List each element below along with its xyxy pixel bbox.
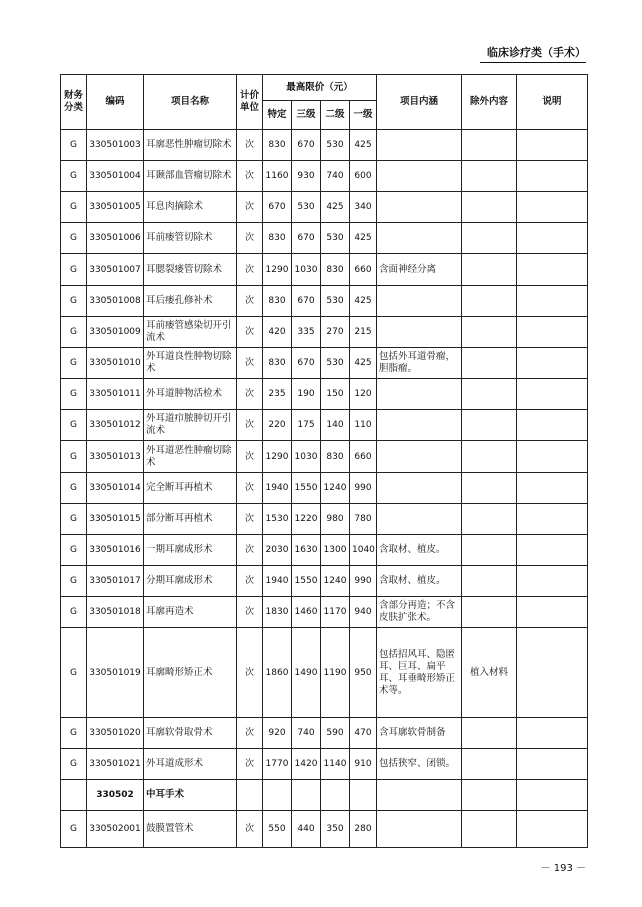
- cell-exclusion: [462, 161, 517, 192]
- cell-code: 330501014: [87, 473, 144, 504]
- cell-content: [377, 130, 462, 161]
- header-category: 财务分类: [61, 75, 87, 130]
- cell-level1: 990: [350, 566, 377, 597]
- cell-level2: 530: [321, 348, 350, 379]
- cell-exclusion: [462, 130, 517, 161]
- table-row: [61, 317, 588, 348]
- header-level3: 三级: [292, 101, 321, 130]
- cell-level2: 140: [321, 410, 350, 441]
- cell-name: 完全断耳再植术: [144, 473, 237, 504]
- table-row: [61, 348, 588, 379]
- cell-level1: 660: [350, 441, 377, 473]
- cell-special: 1160: [263, 161, 292, 192]
- table-row: [61, 473, 588, 504]
- cell-code: 330501021: [87, 749, 144, 780]
- cell-level1: 215: [350, 317, 377, 348]
- cell-code: 330501010: [87, 348, 144, 379]
- cell-note: [517, 286, 588, 317]
- cell-category: G: [61, 161, 87, 192]
- cell-note: [517, 597, 588, 628]
- cell-name: 耳廓软骨取骨术: [144, 718, 237, 749]
- cell-code: 330501015: [87, 504, 144, 535]
- cell-name: 耳前瘘管切除术: [144, 223, 237, 254]
- cell-exclusion: [462, 441, 517, 473]
- cell-content: [377, 192, 462, 223]
- cell-special: 1940: [263, 473, 292, 504]
- cell-name: 耳廓恶性肿瘤切除术: [144, 130, 237, 161]
- cell-unit: 次: [237, 161, 263, 192]
- cell-name: 外耳道恶性肿瘤切除术: [144, 441, 237, 473]
- cell-level2: 590: [321, 718, 350, 749]
- cell-category: G: [61, 192, 87, 223]
- cell-content: 含部分再造；不含皮肤扩张术。: [377, 597, 462, 628]
- cell-level2: 530: [321, 130, 350, 161]
- cell-name: 外耳道肿物活检术: [144, 379, 237, 410]
- cell-level1: 660: [350, 254, 377, 286]
- cell-code: 330501007: [87, 254, 144, 286]
- cell-note: [517, 130, 588, 161]
- cell-note: [517, 223, 588, 254]
- fee-table: [60, 74, 588, 848]
- cell-level2: [321, 780, 350, 811]
- cell-category: G: [61, 566, 87, 597]
- cell-level3: 670: [292, 130, 321, 161]
- cell-note: [517, 410, 588, 441]
- cell-content: [377, 379, 462, 410]
- header-price-group: 最高限价（元）: [263, 75, 377, 101]
- cell-category: [61, 780, 87, 811]
- cell-unit: 次: [237, 379, 263, 410]
- cell-special: 830: [263, 130, 292, 161]
- header-code: 编码: [87, 75, 144, 130]
- cell-exclusion: [462, 223, 517, 254]
- cell-category: G: [61, 130, 87, 161]
- cell-name: 耳廓畸形矫正术: [144, 628, 237, 718]
- cell-exclusion: [462, 254, 517, 286]
- cell-unit: 次: [237, 286, 263, 317]
- section-header: 临床诊疗类（手术）: [480, 44, 586, 63]
- cell-level3: 335: [292, 317, 321, 348]
- cell-level2: 1240: [321, 566, 350, 597]
- cell-name: 耳腮裂瘘管切除术: [144, 254, 237, 286]
- table-row: [61, 130, 588, 161]
- cell-unit: 次: [237, 749, 263, 780]
- cell-level3: 930: [292, 161, 321, 192]
- cell-unit: 次: [237, 811, 263, 848]
- cell-name: 外耳道成形术: [144, 749, 237, 780]
- cell-name: 耳廓再造术: [144, 597, 237, 628]
- cell-content: 包括狭窄、闭锁。: [377, 749, 462, 780]
- cell-category: G: [61, 628, 87, 718]
- page-number: － 193 －: [540, 863, 586, 874]
- cell-code: 330501005: [87, 192, 144, 223]
- cell-category: G: [61, 223, 87, 254]
- cell-unit: 次: [237, 566, 263, 597]
- cell-special: 1940: [263, 566, 292, 597]
- cell-content: [377, 286, 462, 317]
- cell-level3: 440: [292, 811, 321, 848]
- cell-level1: 470: [350, 718, 377, 749]
- cell-name: 耳颞部血管瘤切除术: [144, 161, 237, 192]
- cell-level1: 940: [350, 597, 377, 628]
- cell-special: 1830: [263, 597, 292, 628]
- cell-exclusion: [462, 718, 517, 749]
- cell-code: 330501004: [87, 161, 144, 192]
- cell-code: 330501006: [87, 223, 144, 254]
- cell-level2: 740: [321, 161, 350, 192]
- cell-level3: 740: [292, 718, 321, 749]
- cell-category: G: [61, 535, 87, 566]
- table-row: [61, 410, 588, 441]
- cell-code: 330501020: [87, 718, 144, 749]
- cell-level3: 670: [292, 348, 321, 379]
- cell-level2: 830: [321, 254, 350, 286]
- cell-special: 830: [263, 223, 292, 254]
- cell-name: 部分断耳再植术: [144, 504, 237, 535]
- cell-special: 220: [263, 410, 292, 441]
- header-note: 说明: [517, 75, 588, 130]
- cell-note: [517, 254, 588, 286]
- cell-level3: 530: [292, 192, 321, 223]
- table-row: [61, 504, 588, 535]
- cell-special: 1290: [263, 254, 292, 286]
- cell-exclusion: [462, 749, 517, 780]
- cell-code: 330501018: [87, 597, 144, 628]
- cell-level3: 1030: [292, 254, 321, 286]
- cell-level3: [292, 780, 321, 811]
- cell-exclusion: [462, 597, 517, 628]
- cell-level3: 1630: [292, 535, 321, 566]
- cell-level1: 990: [350, 473, 377, 504]
- cell-note: [517, 317, 588, 348]
- cell-content: [377, 317, 462, 348]
- cell-content: 包括招风耳、隐匿耳、巨耳、扁平耳、耳垂畸形矫正术等。: [377, 628, 462, 718]
- cell-content: 含取材、植皮。: [377, 566, 462, 597]
- cell-level1: 1040: [350, 535, 377, 566]
- cell-category: G: [61, 286, 87, 317]
- table-row: [61, 718, 588, 749]
- cell-unit: 次: [237, 192, 263, 223]
- cell-level2: 150: [321, 379, 350, 410]
- cell-exclusion: [462, 535, 517, 566]
- cell-note: [517, 473, 588, 504]
- table-body: [61, 130, 588, 848]
- cell-level1: 425: [350, 348, 377, 379]
- cell-special: 1770: [263, 749, 292, 780]
- cell-code: 330501012: [87, 410, 144, 441]
- cell-category: G: [61, 473, 87, 504]
- cell-exclusion: 植入材料: [462, 628, 517, 718]
- cell-level3: 670: [292, 223, 321, 254]
- cell-unit: 次: [237, 718, 263, 749]
- cell-name: 鼓膜置管术: [144, 811, 237, 848]
- cell-category: G: [61, 718, 87, 749]
- cell-level1: 600: [350, 161, 377, 192]
- cell-unit: 次: [237, 317, 263, 348]
- cell-category: G: [61, 348, 87, 379]
- cell-level2: 350: [321, 811, 350, 848]
- cell-level3: 670: [292, 286, 321, 317]
- cell-special: 1860: [263, 628, 292, 718]
- cell-level2: 1240: [321, 473, 350, 504]
- cell-level2: 830: [321, 441, 350, 473]
- cell-level2: 1140: [321, 749, 350, 780]
- cell-level1: 780: [350, 504, 377, 535]
- cell-exclusion: [462, 348, 517, 379]
- cell-special: 2030: [263, 535, 292, 566]
- cell-name: 外耳道良性肿物切除术: [144, 348, 237, 379]
- cell-special: 670: [263, 192, 292, 223]
- cell-level3: 1030: [292, 441, 321, 473]
- cell-content: [377, 161, 462, 192]
- cell-level2: 425: [321, 192, 350, 223]
- cell-special: 830: [263, 286, 292, 317]
- cell-code: 330501013: [87, 441, 144, 473]
- cell-level2: 1190: [321, 628, 350, 718]
- cell-special: 235: [263, 379, 292, 410]
- cell-note: [517, 566, 588, 597]
- cell-special: 1530: [263, 504, 292, 535]
- cell-name: 耳前瘘管感染切开引流术: [144, 317, 237, 348]
- cell-code: 330502001: [87, 811, 144, 848]
- cell-level2: 1300: [321, 535, 350, 566]
- table-row: [61, 192, 588, 223]
- cell-level1: 110: [350, 410, 377, 441]
- cell-category: G: [61, 441, 87, 473]
- cell-name: 耳息肉摘除术: [144, 192, 237, 223]
- cell-level2: 1170: [321, 597, 350, 628]
- cell-category: G: [61, 379, 87, 410]
- cell-unit: 次: [237, 348, 263, 379]
- cell-name: 一期耳廓成形术: [144, 535, 237, 566]
- cell-content: [377, 223, 462, 254]
- cell-note: [517, 811, 588, 848]
- cell-note: [517, 192, 588, 223]
- cell-level3: 1490: [292, 628, 321, 718]
- cell-level1: 910: [350, 749, 377, 780]
- cell-content: [377, 504, 462, 535]
- cell-level2: 530: [321, 286, 350, 317]
- cell-special: 550: [263, 811, 292, 848]
- cell-code: 330501017: [87, 566, 144, 597]
- cell-code: 330501008: [87, 286, 144, 317]
- cell-unit: [237, 780, 263, 811]
- cell-level3: 175: [292, 410, 321, 441]
- cell-exclusion: [462, 811, 517, 848]
- cell-level3: 1550: [292, 473, 321, 504]
- cell-note: [517, 535, 588, 566]
- cell-note: [517, 441, 588, 473]
- cell-unit: 次: [237, 254, 263, 286]
- table-row: [61, 441, 588, 473]
- cell-category: G: [61, 254, 87, 286]
- cell-content: [377, 473, 462, 504]
- cell-note: [517, 628, 588, 718]
- cell-exclusion: [462, 410, 517, 441]
- cell-content: 含取材、植皮。: [377, 535, 462, 566]
- cell-level3: 1550: [292, 566, 321, 597]
- cell-code: 330501016: [87, 535, 144, 566]
- cell-name: 分期耳廓成形术: [144, 566, 237, 597]
- section-row: [61, 780, 588, 811]
- cell-unit: 次: [237, 628, 263, 718]
- cell-content: 含耳廓软骨制备: [377, 718, 462, 749]
- cell-exclusion: [462, 504, 517, 535]
- table-row: [61, 566, 588, 597]
- cell-code: 330501003: [87, 130, 144, 161]
- cell-category: G: [61, 749, 87, 780]
- cell-unit: 次: [237, 597, 263, 628]
- cell-special: 920: [263, 718, 292, 749]
- cell-category: G: [61, 410, 87, 441]
- cell-level1: 120: [350, 379, 377, 410]
- table-row: [61, 286, 588, 317]
- cell-exclusion: [462, 286, 517, 317]
- table-row: [61, 628, 588, 718]
- cell-level1: 425: [350, 286, 377, 317]
- cell-level2: 270: [321, 317, 350, 348]
- header-name: 项目名称: [144, 75, 237, 130]
- cell-code: 330501019: [87, 628, 144, 718]
- cell-special: 1290: [263, 441, 292, 473]
- cell-note: [517, 718, 588, 749]
- table-row: [61, 749, 588, 780]
- cell-category: G: [61, 317, 87, 348]
- table-row: [61, 811, 588, 848]
- cell-note: [517, 161, 588, 192]
- cell-level1: [350, 780, 377, 811]
- cell-level2: 530: [321, 223, 350, 254]
- cell-note: [517, 749, 588, 780]
- cell-content: [377, 441, 462, 473]
- cell-name: 耳后瘘孔修补术: [144, 286, 237, 317]
- cell-content: [377, 780, 462, 811]
- cell-unit: 次: [237, 441, 263, 473]
- cell-note: [517, 504, 588, 535]
- cell-content: [377, 410, 462, 441]
- cell-special: 830: [263, 348, 292, 379]
- cell-content: 包括外耳道骨瘤，胆脂瘤。: [377, 348, 462, 379]
- section-code: 330502: [87, 780, 144, 811]
- cell-unit: 次: [237, 535, 263, 566]
- cell-unit: 次: [237, 130, 263, 161]
- table-row: [61, 597, 588, 628]
- cell-category: G: [61, 597, 87, 628]
- cell-unit: 次: [237, 504, 263, 535]
- cell-content: [377, 811, 462, 848]
- header-special: 特定: [263, 101, 292, 130]
- cell-unit: 次: [237, 410, 263, 441]
- cell-name: 外耳道疖脓肿切开引流术: [144, 410, 237, 441]
- cell-level3: 1220: [292, 504, 321, 535]
- section-name: 中耳手术: [144, 780, 237, 811]
- cell-note: [517, 780, 588, 811]
- cell-category: G: [61, 811, 87, 848]
- table-row: [61, 161, 588, 192]
- cell-exclusion: [462, 192, 517, 223]
- cell-level2: 980: [321, 504, 350, 535]
- cell-level3: 1420: [292, 749, 321, 780]
- cell-level3: 190: [292, 379, 321, 410]
- cell-unit: 次: [237, 473, 263, 504]
- header-exclusion: 除外内容: [462, 75, 517, 130]
- cell-unit: 次: [237, 223, 263, 254]
- cell-exclusion: [462, 473, 517, 504]
- header-level1: 一级: [350, 101, 377, 130]
- cell-level1: 340: [350, 192, 377, 223]
- table-row: [61, 254, 588, 286]
- cell-exclusion: [462, 379, 517, 410]
- cell-level1: 280: [350, 811, 377, 848]
- cell-level1: 425: [350, 130, 377, 161]
- cell-code: 330501009: [87, 317, 144, 348]
- cell-level3: 1460: [292, 597, 321, 628]
- cell-special: [263, 780, 292, 811]
- cell-category: G: [61, 504, 87, 535]
- table-row: [61, 535, 588, 566]
- cell-note: [517, 379, 588, 410]
- table-row: [61, 379, 588, 410]
- cell-exclusion: [462, 317, 517, 348]
- cell-exclusion: [462, 780, 517, 811]
- cell-level1: 425: [350, 223, 377, 254]
- cell-level1: 950: [350, 628, 377, 718]
- header-unit: 计价单位: [237, 75, 263, 130]
- cell-note: [517, 348, 588, 379]
- cell-exclusion: [462, 566, 517, 597]
- header-content: 项目内涵: [377, 75, 462, 130]
- cell-special: 420: [263, 317, 292, 348]
- cell-code: 330501011: [87, 379, 144, 410]
- cell-content: 含面神经分离: [377, 254, 462, 286]
- header-level2: 二级: [321, 101, 350, 130]
- table-row: [61, 223, 588, 254]
